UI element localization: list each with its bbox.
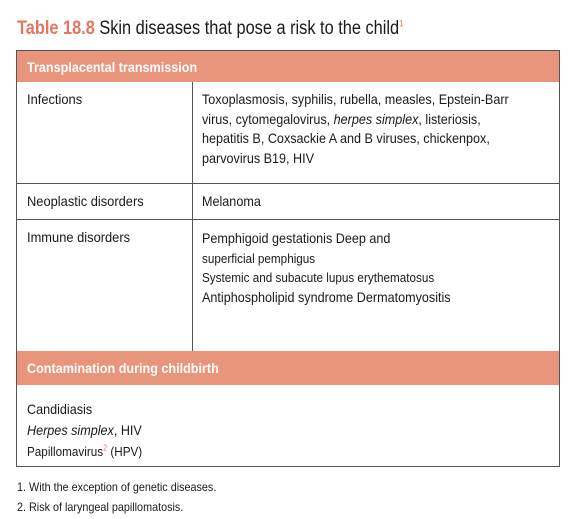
column-divider: [192, 220, 193, 351]
row-value: Toxoplasmosis, syphilis, rubella, measles, Epstein-Barr virus, cytomegalovirus, herpes simplex, listeriosis, hepatitis B, Coxsackie A and B viruses, chickenpox, parvovirus B19, HIV: [202, 91, 509, 166]
section-header-childbirth: Contamination during childbirth: [17, 351, 559, 385]
section-header-transplacental: Transplacental transmission: [17, 51, 559, 82]
italic-term: herpes simplex: [333, 110, 419, 127]
table-row-immune: [17, 220, 559, 351]
table-number: Table 18.8: [17, 18, 95, 39]
page-title: [17, 17, 403, 41]
list-item: Papillomavirus$^2$ (HPV): [27, 443, 143, 459]
footnote-2: 2. Risk of laryngeal papillomatosis.: [17, 500, 184, 514]
list-item: Herpes simplex, HIV: [27, 422, 142, 438]
table-row-neoplastic: [17, 184, 559, 220]
table-title: Skin diseases that pose a risk to the child: [99, 18, 400, 39]
row-label: Neoplastic disorders: [27, 193, 144, 209]
row-value: Pemphigoid gestationis Deep and superficial pemphigus Systemic and subacute lupus erythematosus Antiphospholipid syndrome Dermatomyositis: [202, 230, 451, 305]
footnotes: [17, 477, 238, 517]
column-divider: [192, 184, 193, 219]
title-footnote-ref: 1: [399, 18, 404, 29]
table-row-infections: [17, 82, 559, 184]
table-frame: [16, 50, 560, 467]
footnote-ref: 2: [103, 443, 108, 453]
column-divider: [192, 82, 193, 183]
footnote-1: 1. With the exception of genetic diseases.: [17, 480, 217, 494]
row-value: Melanoma: [202, 193, 261, 209]
childbirth-list: [27, 399, 155, 462]
row-label: Immune disorders: [27, 229, 131, 245]
row-label: Infections: [27, 91, 83, 107]
list-item: Candidiasis: [27, 401, 93, 417]
